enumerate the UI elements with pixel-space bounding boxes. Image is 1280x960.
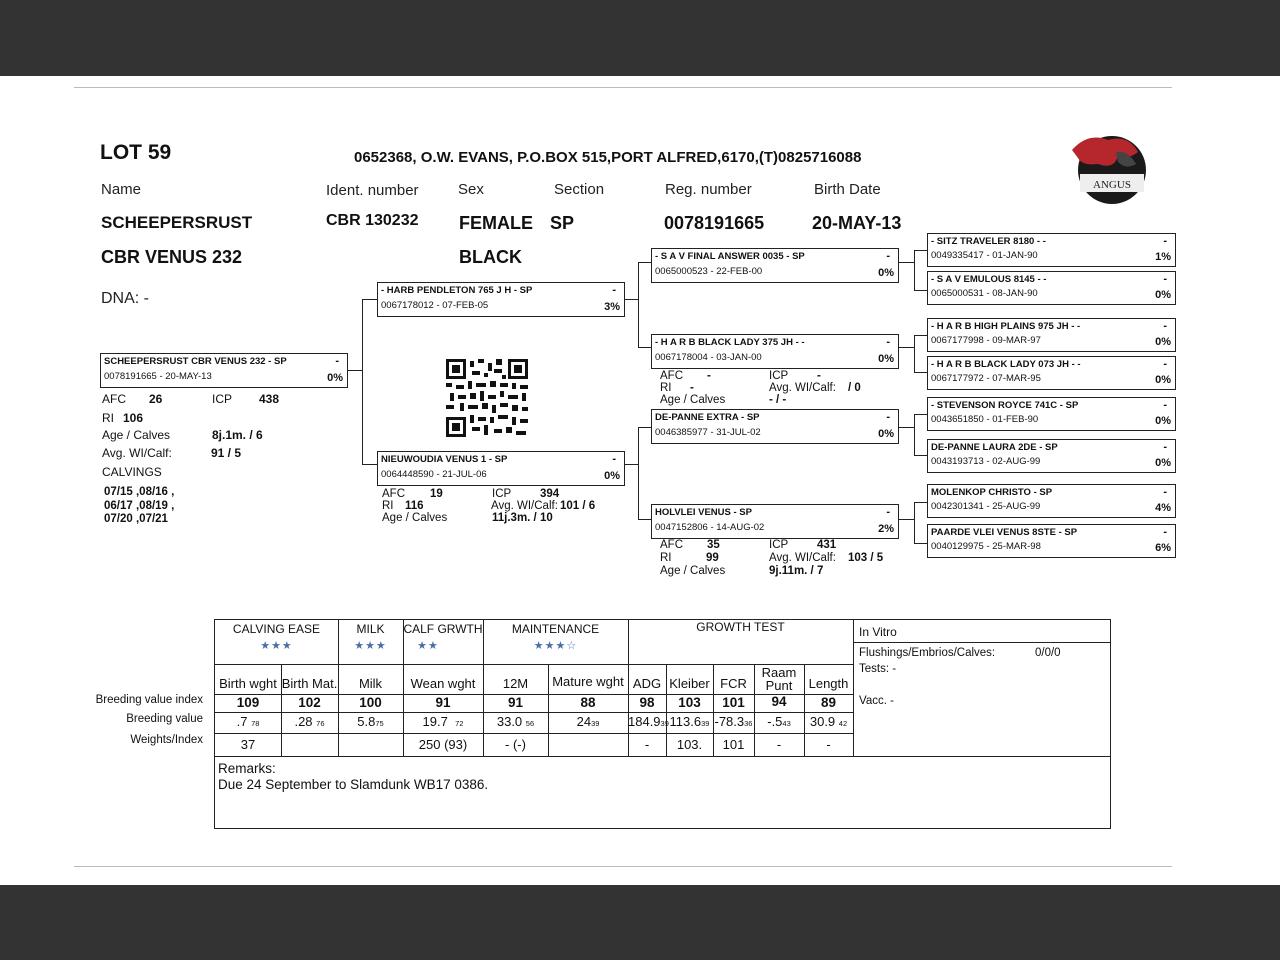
top-dark-band: [0, 0, 1280, 76]
age-calves-label: Age / Calves: [102, 428, 171, 442]
col-header: ADG: [632, 676, 662, 691]
pedigree-reg: 0042301341 - 25-AUG-99: [931, 501, 1041, 512]
connector: [638, 519, 651, 520]
connector: [914, 250, 927, 251]
index-cell: 94: [771, 694, 787, 709]
section-value: SP: [550, 213, 575, 233]
stars-maintenance: ★★★☆: [533, 640, 578, 652]
bv-cell: 33.0 56: [496, 714, 535, 729]
connector: [914, 455, 927, 456]
row-label-weights: Weights/Index: [130, 734, 203, 746]
pedigree-reg: 0067177972 - 07-MAR-95: [931, 373, 1041, 384]
row-label-index: Breeding value index: [95, 694, 203, 706]
connector: [914, 290, 927, 291]
connector: [914, 414, 927, 415]
connector: [914, 250, 915, 290]
pedigree-pct: 0%: [1155, 457, 1171, 469]
grid-line: [215, 712, 853, 713]
pedigree-reg: 0065000531 - 08-JAN-90: [931, 288, 1038, 299]
index-cell: 109: [236, 695, 260, 710]
animal-name-line2: CBR VENUS 232: [101, 247, 243, 267]
sex-label: Sex: [458, 181, 484, 198]
group-calf-growth: CALF GRWTH: [403, 622, 483, 636]
connector: [625, 464, 638, 465]
dam-dam-stats: AFC 35 ICP 431 RI 99 Avg. WI/Calf: 103 / 5 Age / Calves 9j.11m. / 7: [660, 539, 884, 577]
dna-label: DNA: -: [101, 290, 149, 307]
connector: [914, 335, 927, 336]
in-vitro-label: In Vitro: [859, 625, 897, 639]
connector: [638, 427, 651, 428]
pedigree-pct: 6%: [1155, 542, 1171, 554]
bottom-dark-band: [0, 885, 1280, 960]
pedigree-name: - H A R B HIGH PLAINS 975 JH - -: [931, 321, 1081, 332]
remarks-text: Due 24 September to Slamdunk WB17 0386.: [218, 777, 489, 792]
pedigree-pct: 0%: [878, 267, 894, 279]
qr-code: [446, 359, 528, 437]
colour-value: BLACK: [459, 247, 522, 267]
index-cell: 100: [359, 695, 382, 710]
grid-line: [215, 664, 853, 665]
bottom-divider: [74, 866, 1172, 867]
index-cell: 102: [298, 695, 321, 710]
top-divider: [74, 87, 1172, 88]
pedigree-pct: 0%: [1155, 374, 1171, 386]
connector: [914, 372, 927, 373]
pedigree-reg: 0043651850 - 01-FEB-90: [931, 414, 1039, 425]
weight-cell: 37: [240, 737, 256, 752]
birth-label: Birth Date: [814, 181, 881, 198]
connector: [362, 464, 378, 465]
group-growth-test: GROWTH TEST: [696, 620, 785, 634]
pedigree-name: - S A V FINAL ANSWER 0035 - SP: [655, 251, 805, 262]
ident-label: Ident. number: [326, 182, 419, 199]
connector: [914, 335, 915, 372]
pedigree-name: NIEUWOUDIA VENUS 1 - SP: [381, 454, 508, 465]
col-header: Wean wght: [410, 676, 476, 691]
col-header: Length: [808, 676, 849, 691]
pedigree-box-dds: MOLENKOP CHRISTO - SP - 0042301341 - 25-AUG-99 4%: [927, 484, 1176, 518]
stars-milk: ★★★: [354, 640, 387, 652]
avg-wi-value: 91 / 5: [211, 446, 242, 460]
birth-value: 20-MAY-13: [812, 213, 902, 233]
pedigree-reg: 0043193713 - 02-AUG-99: [931, 456, 1041, 467]
reg-label: Reg. number: [665, 181, 752, 198]
age-calves-value: 8j.1m. / 6: [212, 428, 263, 442]
flushings-value: 0/0/0: [1035, 647, 1061, 659]
sex-value: FEMALE: [459, 213, 533, 233]
icp-label: ICP: [212, 392, 233, 406]
col-header: Mature wght: [552, 674, 624, 689]
pedigree-pct: 2%: [878, 523, 894, 535]
col-header: 12M: [502, 676, 529, 691]
weight-cell: -: [776, 737, 782, 752]
pedigree-pct: 4%: [1155, 502, 1171, 514]
pedigree-box-ssd: - S A V EMULOUS 8145 - - - 0065000531 - 08-JAN-90 0%: [927, 271, 1176, 305]
pedigree-name: DE-PANNE EXTRA - SP: [655, 412, 760, 423]
col-header: Raam Punt: [761, 665, 797, 693]
connector: [914, 414, 915, 455]
sire-dam-stats: AFC - ICP - RI - Avg. WI/Calf: / 0 Age / Calves - / -: [660, 370, 861, 406]
pedigree-box-dam: NIEUWOUDIA VENUS 1 - SP - 0064448590 - 21-JUL-06 0%: [377, 451, 625, 486]
connector: [914, 502, 915, 543]
bv-cell: .28 76: [294, 714, 325, 729]
pedigree-reg: 0067178012 - 07-FEB-05: [381, 300, 489, 311]
pedigree-pct: 0%: [878, 428, 894, 440]
pedigree-pct: 0%: [878, 353, 894, 365]
connector: [914, 502, 927, 503]
name-label: Name: [101, 181, 142, 198]
pedigree-pct: 0%: [1155, 289, 1171, 301]
ri-label: RI: [102, 411, 114, 425]
ri-value: 106: [123, 411, 144, 425]
bv-cell: -.543: [767, 714, 791, 729]
calvings-line: 07/20 ,07/21: [104, 513, 168, 525]
angus-logo: [1068, 130, 1150, 204]
bv-cell: 2439: [576, 714, 600, 729]
index-cell: 98: [639, 695, 655, 710]
bv-cell: 30.9 42: [809, 714, 848, 729]
pedigree-box-dam-dam: HOLVLEI VENUS - SP - 0047152806 - 14-AUG-02 2%: [651, 504, 899, 539]
connector: [899, 347, 914, 348]
stars-calf-growth: ★★: [417, 640, 439, 652]
pedigree-name: PAARDE VLEI VENUS 8STE - SP: [931, 527, 1078, 538]
pedigree-box-sire-sire: - S A V FINAL ANSWER 0035 - SP - 0065000523 - 22-FEB-00 0%: [651, 248, 899, 283]
weight-cell: 103.: [676, 737, 703, 752]
bv-cell: 113.639: [669, 714, 710, 729]
weight-cell: -: [644, 737, 650, 752]
grid-line: [215, 756, 1111, 757]
pedigree-name: - H A R B BLACK LADY 073 JH - -: [931, 359, 1081, 370]
pedigree-name: - STEVENSON ROYCE 741C - SP: [931, 400, 1079, 411]
grid-line: [215, 733, 853, 734]
stars-calving-ease: ★★★: [260, 640, 293, 652]
afc-label: AFC: [102, 392, 126, 406]
pedigree-reg: 0067178004 - 03-JAN-00: [655, 352, 762, 363]
bv-cell: -78.336: [714, 714, 753, 729]
ident-value: CBR 130232: [326, 212, 419, 229]
tests-label: Tests: -: [859, 663, 897, 675]
calvings-label: CALVINGS: [102, 465, 162, 479]
connector: [362, 299, 378, 300]
pedigree-name: - HARB PENDLETON 765 J H - SP: [381, 285, 533, 296]
calvings-line: 06/17 ,08/19 ,: [104, 500, 175, 512]
icp-value: 438: [259, 392, 280, 406]
pedigree-box-sire-dam: - H A R B BLACK LADY 375 JH - - - 0067178004 - 03-JAN-00 0%: [651, 334, 899, 369]
reg-value: 0078191665: [664, 213, 765, 233]
index-cell: 103: [678, 695, 701, 710]
connector: [914, 543, 927, 544]
pedigree-box-self: SCHEEPERSRUST CBR VENUS 232 - SP - 0078191665 - 20-MAY-13 0%: [100, 353, 348, 388]
connector: [638, 347, 651, 348]
pedigree-name: - SITZ TRAVELER 8180 - -: [931, 236, 1046, 247]
pedigree-name: MOLENKOP CHRISTO - SP: [931, 487, 1053, 498]
animal-name-line1: SCHEEPERSRUST: [101, 213, 253, 232]
group-calving-ease: CALVING EASE: [232, 622, 321, 636]
col-header: Milk: [358, 676, 383, 691]
pedigree-pct: 0%: [1155, 336, 1171, 348]
calvings-line: 07/15 ,08/16 ,: [104, 486, 175, 498]
index-cell: 91: [435, 695, 451, 710]
bv-cell: .7 78: [236, 714, 260, 729]
pedigree-box-sss: - SITZ TRAVELER 8180 - - - 0049335417 - 01-JAN-90 1%: [927, 233, 1176, 267]
bv-cell: 5.875: [357, 714, 384, 729]
grid-line: [853, 642, 1111, 643]
bv-cell: 184.939: [628, 714, 669, 729]
logo-text: ANGUS: [1093, 179, 1131, 191]
pedigree-box-ddd: PAARDE VLEI VENUS 8STE - SP - 0040129975 - 25-MAR-98 6%: [927, 524, 1176, 558]
index-cell: 101: [722, 695, 745, 710]
connector: [899, 519, 914, 520]
pedigree-name: DE-PANNE LAURA 2DE - SP: [931, 442, 1058, 453]
pedigree-pct: 0%: [1155, 415, 1171, 427]
pedigree-box-sdd: - H A R B BLACK LADY 073 JH - - - 0067177972 - 07-MAR-95 0%: [927, 356, 1176, 390]
connector: [348, 370, 362, 371]
group-maintenance: MAINTENANCE: [511, 622, 600, 636]
col-header: Kleiber: [669, 676, 710, 691]
pedigree-box-sire: - HARB PENDLETON 765 J H - SP - 0067178012 - 07-FEB-05 3%: [377, 282, 625, 317]
col-header: Birth wght: [219, 676, 277, 691]
pedigree-reg: 0065000523 - 22-FEB-00: [655, 266, 763, 277]
weight-cell: 101: [722, 737, 745, 752]
weight-cell: - (-): [505, 737, 526, 752]
afc-value: 26: [149, 392, 163, 406]
index-cell: 88: [580, 695, 596, 710]
owner-info: 0652368, O.W. EVANS, P.O.BOX 515,PORT ALFRED,6170,(T)0825716088: [354, 149, 862, 166]
pedigree-box-dsd: DE-PANNE LAURA 2DE - SP - 0043193713 - 02-AUG-99 0%: [927, 439, 1176, 473]
dam-stats: AFC 19 ICP 394 RI 116 Avg. WI/Calf: 101 / 6 Age / Calves 11j.3m. / 10: [382, 488, 596, 524]
col-header: FCR: [720, 676, 747, 691]
pedigree-pct: 3%: [604, 301, 620, 313]
pedigree-reg: 0078191665 - 20-MAY-13: [104, 371, 212, 382]
col-header: Birth Mat.: [281, 676, 338, 691]
breeding-value-table: [214, 619, 1111, 829]
pedigree-reg: 0046385977 - 31-JUL-02: [655, 427, 761, 438]
vacc-label: Vacc. -: [859, 695, 894, 707]
row-label-bv: Breeding value: [126, 713, 203, 725]
pedigree-pct: 0%: [327, 372, 343, 384]
group-milk: MILK: [356, 622, 385, 636]
pedigree-name: HOLVLEI VENUS - SP: [655, 507, 752, 518]
connector: [638, 262, 639, 347]
connector: [899, 262, 914, 263]
pedigree-reg: 0067177998 - 09-MAR-97: [931, 335, 1041, 346]
connector: [362, 299, 363, 464]
pedigree-reg: 0040129975 - 25-MAR-98: [931, 541, 1041, 552]
pedigree-pct: 0%: [604, 470, 620, 482]
pedigree-name: SCHEEPERSRUST CBR VENUS 232 - SP: [104, 356, 287, 367]
pedigree-box-dss: - STEVENSON ROYCE 741C - SP - 0043651850 - 01-FEB-90 0%: [927, 397, 1176, 431]
avg-wi-label: Avg. WI/Calf:: [102, 446, 172, 460]
index-cell: 89: [820, 695, 837, 710]
remarks-label: Remarks:: [218, 761, 276, 776]
connector: [638, 262, 651, 263]
connector: [899, 427, 914, 428]
pedigree-name: - S A V EMULOUS 8145 - -: [931, 274, 1047, 285]
weight-cell: -: [826, 737, 831, 752]
weight-cell: 250 (93): [418, 737, 468, 752]
pedigree-name: - H A R B BLACK LADY 375 JH - -: [655, 337, 805, 348]
index-cell: 91: [507, 695, 524, 710]
connector: [638, 427, 639, 519]
pedigree-pct: 1%: [1155, 251, 1171, 263]
pedigree-reg: 0064448590 - 21-JUL-06: [381, 469, 487, 480]
bv-cell: 19.7 72: [422, 714, 464, 729]
connector: [625, 299, 638, 300]
flushings-label: Flushings/Embrios/Calves:: [859, 647, 996, 659]
section-label: Section: [554, 181, 605, 198]
pedigree-box-dam-sire: DE-PANNE EXTRA - SP - 0046385977 - 31-JUL-02 0%: [651, 409, 899, 444]
pedigree-reg: 0049335417 - 01-JAN-90: [931, 250, 1038, 261]
pedigree-box-sds: - H A R B HIGH PLAINS 975 JH - - - 0067177998 - 09-MAR-97 0%: [927, 318, 1176, 352]
pedigree-reg: 0047152806 - 14-AUG-02: [655, 522, 765, 533]
lot-number: LOT 59: [100, 141, 172, 164]
grid-line: [853, 620, 854, 756]
